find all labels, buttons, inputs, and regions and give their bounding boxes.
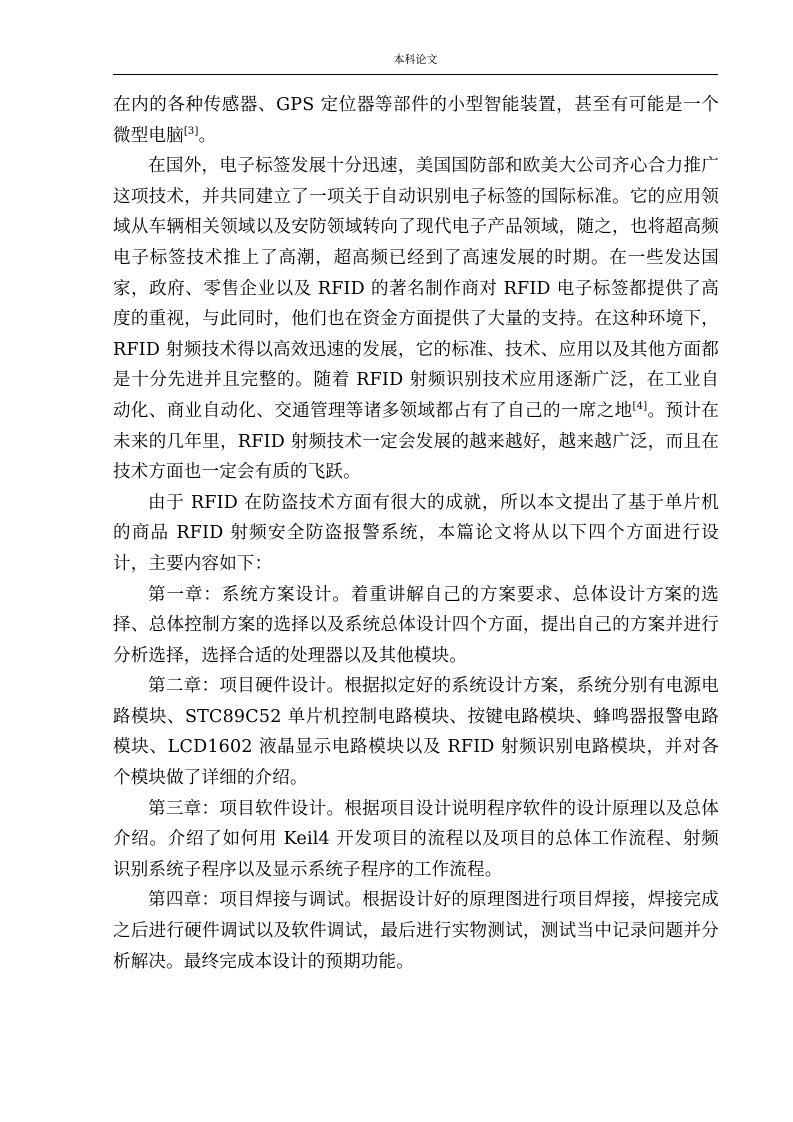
- paragraph-text: 第一章：系统方案设计。着重讲解自己的方案要求、总体设计方案的选择、总体控制方案的选择以及系统总体设计四个方面，提出自己的方案并进行分析选择，选择合适的处理器以及其他模块。: [113, 584, 719, 666]
- body-text: [113, 90, 719, 977]
- paragraph-text: 由于 RFID 在防盗技术方面有很大的成就，所以本文提出了基于单片机的商品 RFID 射频安全防盗报警系统，本篇论文将从以下四个方面进行设计，主要内容如下：: [113, 492, 719, 574]
- paragraph-2: [113, 151, 719, 488]
- paragraph-chapter-1: [113, 580, 719, 672]
- citation-ref: [3]: [183, 125, 199, 137]
- paragraph-text: 第三章：项目软件设计。根据项目设计说明程序软件的设计原理以及总体介绍。介绍了如何用 Keil4 开发项目的流程以及项目的总体工作流程、射频识别系统子程序以及显示系统子程序的工作流程。: [113, 798, 719, 880]
- paragraph-3: [113, 488, 719, 580]
- page-header: [113, 52, 718, 75]
- header-title: 本科论文: [393, 53, 438, 66]
- paragraph-chapter-4: [113, 885, 719, 977]
- paragraph-1: [113, 90, 719, 151]
- paragraph-tail: 。预计在未来的几年里，RFID 射频技术一定会发展的越来越好，越来越广泛，而且在技术方面也一定会有质的飞跃。: [113, 400, 719, 483]
- paragraph-text: 在内的各种传感器、GPS 定位器等部件的小型智能装置，甚至有可能是一个微型电脑: [113, 95, 719, 146]
- paragraph-tail: 。: [198, 125, 217, 146]
- paragraph-text: 第二章：项目硬件设计。根据拟定好的系统设计方案，系统分别有电源电路模块、STC89C52 单片机控制电路模块、按键电路模块、蜂鸣器报警电路模块、LCD1602 液晶显示电路模块以及 RFID 射频识别电路模块，并对各个模块做了详细的介绍。: [113, 676, 719, 789]
- paragraph-chapter-2: [113, 671, 719, 793]
- paragraph-text: 在国外，电子标签发展十分迅速，美国国防部和欧美大公司齐心合力推广这项技术，并共同建立了一项关于自动识别电子标签的国际标准。它的应用领域从车辆相关领域以及安防领域转向了现代电子产品领域，随之，也将超高频电子标签技术推上了高潮，超高频已经到了高速发展的时期。在一些发达国家，政府、零售企业以及 RFID 的著名制作商对 RFID 电子标签都提供了高度的重视，与此同时，他们也在资金方面提供了大量的支持。在这种环境下，RFID 射频技术得以高效迅速的发展，它的标准、技术、应用以及其他方面都是十分先进并且完整的。随着 RFID 射频识别技术应用逐渐广泛，在工业自动化、商业自动化、交通管理等诸多领域都占有了自己的一席之地: [113, 156, 719, 421]
- paragraph-chapter-3: [113, 794, 719, 886]
- paragraph-text: 第四章：项目焊接与调试。根据设计好的原理图进行项目焊接，焊接完成之后进行硬件调试以及软件调试，最后进行实物测试，测试当中记录问题并分析解决。最终完成本设计的预期功能。: [113, 890, 719, 972]
- citation-ref: [4]: [632, 401, 648, 413]
